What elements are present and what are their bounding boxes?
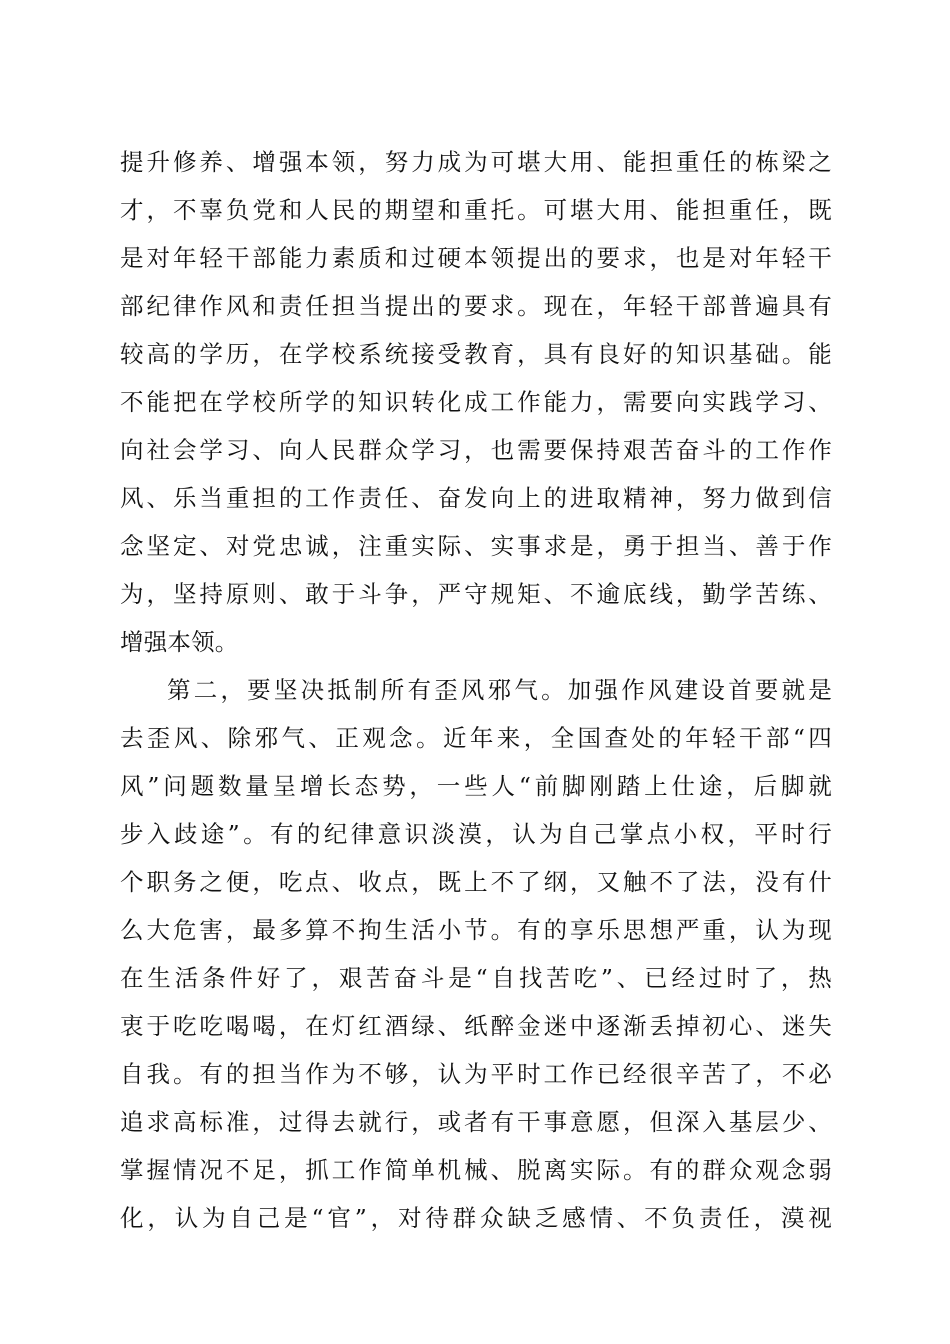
- paragraph-line: 才，不辜负党和人民的期望和重托。可堪大用、能担重任，既: [120, 196, 832, 224]
- paragraph-line: 化，认为自己是“官”，对待群众缺乏感情、不负责任，漠视: [120, 1204, 832, 1232]
- document-body: [120, 138, 832, 1242]
- paragraph-line: 部纪律作风和责任担当提出的要求。现在，年轻干部普遍具有: [120, 292, 832, 320]
- paragraph-line: 较高的学历，在学校系统接受教育，具有良好的知识基础。能: [120, 340, 832, 368]
- paragraph-line: 为，坚持原则、敢于斗争，严守规矩、不逾底线，勤学苦练、: [120, 580, 832, 608]
- paragraph-line: 风、乐当重担的工作责任、奋发向上的进取精神，努力做到信: [120, 484, 832, 512]
- paragraph-line: 提升修养、增强本领，努力成为可堪大用、能担重任的栋梁之: [120, 148, 832, 176]
- paragraph-line: 第二，要坚决抵制所有歪风邪气。加强作风建设首要就是: [167, 676, 832, 704]
- paragraph-line: 个职务之便，吃点、收点，既上不了纲，又触不了法，没有什: [120, 868, 832, 896]
- paragraph-line: 追求高标准，过得去就行，或者有干事意愿，但深入基层少、: [120, 1108, 832, 1136]
- paragraph-line: 在生活条件好了，艰苦奋斗是“自找苦吃”、已经过时了，热: [120, 964, 832, 992]
- paragraph-1: [120, 138, 832, 666]
- paragraph-line: 步入歧途”。有的纪律意识淡漠，认为自己掌点小权，平时行: [120, 820, 832, 848]
- paragraph-line: 么大危害，最多算不拘生活小节。有的享乐思想严重，认为现: [120, 916, 832, 944]
- paragraph-line: 增强本领。: [120, 628, 239, 656]
- paragraph-line: 去歪风、除邪气、正观念。近年来，全国查处的年轻干部“四: [120, 724, 832, 752]
- paragraph-line: 自我。有的担当作为不够，认为平时工作已经很辛苦了，不必: [120, 1060, 832, 1088]
- paragraph-line: 念坚定、对党忠诚，注重实际、实事求是，勇于担当、善于作: [120, 532, 832, 560]
- paragraph-line: 掌握情况不足，抓工作简单机械、脱离实际。有的群众观念弱: [120, 1156, 832, 1184]
- paragraph-2: [120, 666, 832, 1242]
- paragraph-line: 衷于吃吃喝喝，在灯红酒绿、纸醉金迷中逐渐丢掉初心、迷失: [120, 1012, 832, 1040]
- paragraph-line: 是对年轻干部能力素质和过硬本领提出的要求，也是对年轻干: [120, 244, 832, 272]
- paragraph-line: 不能把在学校所学的知识转化成工作能力，需要向实践学习、: [120, 388, 832, 416]
- paragraph-line: 向社会学习、向人民群众学习，也需要保持艰苦奋斗的工作作: [120, 436, 832, 464]
- paragraph-line: 风”问题数量呈增长态势，一些人“前脚刚踏上仕途，后脚就: [120, 772, 832, 800]
